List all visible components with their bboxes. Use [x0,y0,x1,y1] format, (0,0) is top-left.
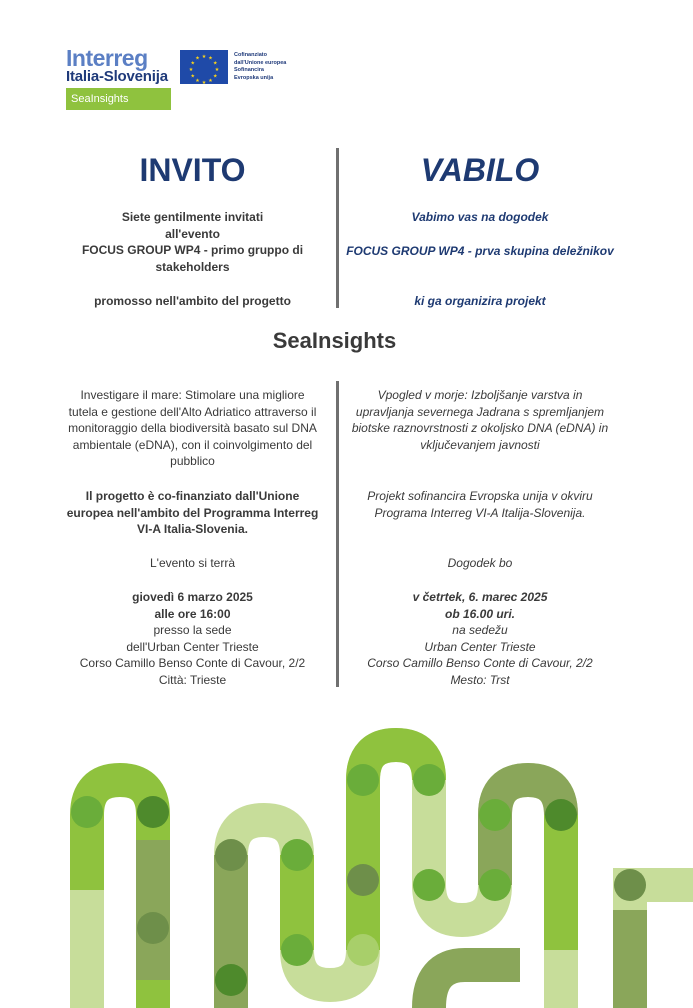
italian-city: Città: Trieste [158,672,227,687]
logo-project-badge: SeaInsights [66,88,171,110]
eu-flag-icon [180,50,228,84]
joint-dot [71,796,103,828]
slovenian-heading: VABILO [420,152,540,188]
slovenian-invited: Vabimo vas na dogodek [411,210,549,224]
svg-text:★: ★ [195,78,200,84]
italian-date: giovedì 6 marzo 2025 [132,590,253,604]
slovenian-funding: Projekt sofinancira Evropska unija v okviru Programa Interreg VI-A Italija-Slovenija. [367,489,593,520]
slovenian-event: FOCUS GROUP WP4 - prva skupina deležnikov [346,244,614,258]
interreg-logo [66,46,306,112]
joint-dot [413,764,445,796]
ribbon-3 [429,965,520,1008]
project-title: SeaInsights [272,328,397,353]
svg-text:★: ★ [212,60,218,67]
svg-text:★: ★ [201,54,207,60]
svg-text:★: ★ [208,78,213,84]
logo-program: Italia-Slovenija [66,68,168,85]
joint-dot [137,912,169,944]
slovenian-description: Vpogled v morje: Izboljšanje varstva in upravljanja severnega Jadrana s spremljanjem biotske raznovrstnosti z okoljsko DNA (eDNA) in vključevanjem javnosti [351,388,609,452]
joint-dot [347,934,379,966]
svg-text:★: ★ [214,67,220,73]
svg-text:★: ★ [190,73,196,80]
decorative-green-ribbons [0,720,693,1008]
joint-dot [215,964,247,996]
joint-dot [281,839,313,871]
slovenian-city: Mesto: Trst [450,672,510,687]
joint-dot [545,799,577,831]
joint-dot [137,796,169,828]
italian-description: Investigare il mare: Stimolare una migliore tutela e gestione dell'Alto Adriatico attraverso il monitoraggio della biodiversità basato sul DNA ambientale (eDNA), con il coinvolgimento del pubblico [68,388,317,468]
slovenian-will-be-held: Dogodek bo [447,556,513,570]
column-divider-bottom [336,381,339,687]
logo-brand: Interreg [66,45,148,71]
italian-promoted: promosso nell'ambito del progetto [94,294,291,308]
italian-heading: INVITO [139,152,246,188]
slovenian-date: v četrtek, 6. marec 2025 [412,590,548,604]
joint-dot [215,839,247,871]
joint-dot [281,934,313,966]
slovenian-time: ob 16.00 uri. [444,606,516,621]
column-divider-top [336,148,339,308]
joint-dot [413,869,445,901]
italian-time: alle ore 16:00 [154,606,231,621]
italian-invite-text: Siete gentilmente invitati all'evento FOCUS GROUP WP4 - primo gruppo di stakeholders [81,210,304,274]
svg-text:★: ★ [190,60,196,67]
eu-cofunding-text: Cofinanziato dall'Unione europea Sofinancira Evropska unija [234,52,287,81]
joint-dot [347,764,379,796]
joint-dot [347,864,379,896]
italian-will-be-held: L'evento si terrà [149,556,235,570]
svg-text:★: ★ [188,67,194,73]
svg-text:★: ★ [212,73,218,80]
joint-dot [479,869,511,901]
italian-address: Corso Camillo Benso Conte di Cavour, 2/2 [79,656,306,670]
italian-invitation [55,150,330,190]
italian-funding: Il progetto è co-finanziato dall'Unione europea nell'ambito del Programma Interreg VI-A Italia-Slovenia. [66,489,319,536]
joint-dot [614,869,646,901]
svg-text:★: ★ [195,55,200,62]
svg-text:★: ★ [208,55,213,62]
slovenian-organized: ki ga organizira projekt [414,294,546,308]
slovenian-event-details: v četrtek, 6. marec 2025 ob 16.00 uri. na sedežu Urban Center Trieste Corso Camillo Benso Conte di Cavour, 2/2 Mesto: Trst [345,589,615,688]
italian-event-details: giovedì 6 marzo 2025 alle ore 16:00 presso la sede dell'Urban Center Trieste Corso Camillo Benso Conte di Cavour, 2/2 Città: Trieste [55,589,330,688]
svg-text:★: ★ [201,80,207,84]
slovenian-address: Corso Camillo Benso Conte di Cavour, 2/2 [367,656,593,670]
slovenian-invitation [345,150,615,190]
joint-dot [479,799,511,831]
